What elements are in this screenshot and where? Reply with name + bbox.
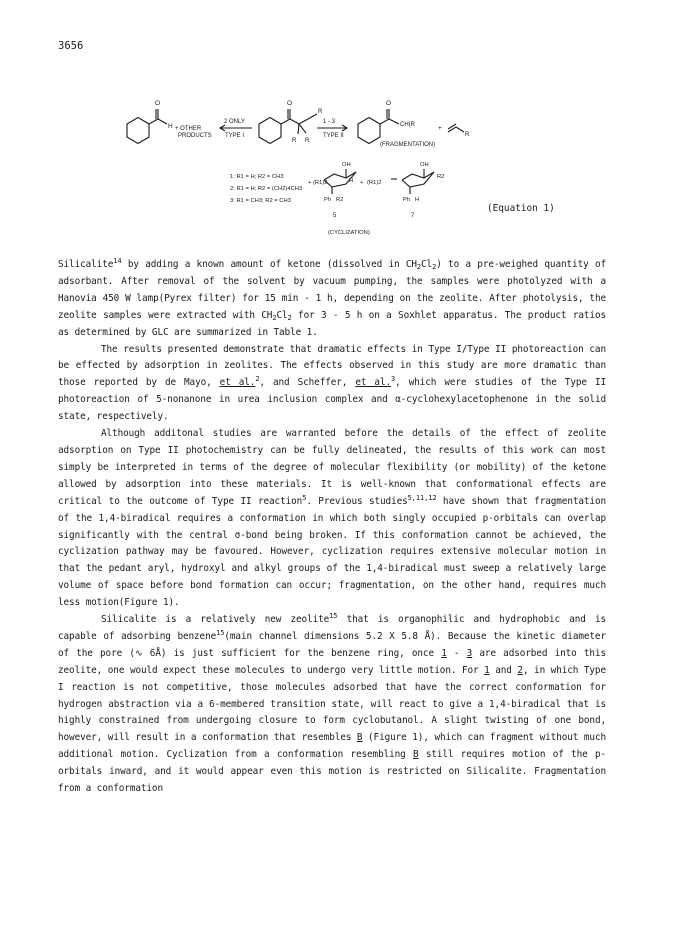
label-r1b: R xyxy=(305,138,310,144)
paragraph-1: Silicalite$^{14}$ by adding a known amount of ketone (dissolved in $CH_2Cl_2$) to a pre-weighed quantity of adsorbant. After removal of the solvent by vacuum pumping, the samples were photolyzed with a Hanovia 450 W lamp(Pyrex filter) for 15 min - 1 h, depending on the zeolite. After photolysis, the zeolite samples were extracted with $CH_2Cl_2$ for 3 - 5 h on a Soxhlet apparatus. The product ratios as determined by GLC are summarized in Table 1. xyxy=(58,257,606,338)
compound-2: 2: R1 = H; R2 = (CH2)4CH3 xyxy=(230,186,303,192)
label-cyclization: (CYCLIZATION) xyxy=(328,230,370,236)
label-r2: R xyxy=(318,109,323,115)
cyc-r1-1: (R1)2 xyxy=(313,180,328,186)
cyc-num-7: 7 xyxy=(411,213,415,219)
label-1-3: 1 - 3 xyxy=(323,119,336,125)
reaction-scheme xyxy=(112,92,582,247)
svg-text:+: + xyxy=(308,180,312,186)
benzaldehyde-structure xyxy=(127,109,167,144)
paragraph-3: Although additonal studies are warranted before the details of the effect of zeolite adsorption on Type II photochemistry can be fully delineated, the results of this work can most simply be interpreted in terms of the degree of molecular flexibility (or mobility) of the ketone allowed by adsorption into these materials. It is well-known that conformational effects are critical to the outcome of Type II reaction$^5$. Previous studies$^{5,11,12}$ have shown that fragmentation of the 1,4-biradical requires a conformation in which both singly occupied p-orbitals can overlap significantly with the central σ-bond being broken. If this conformation cannot be achieved, the cyclization pathway may be favoured. However, cyclization requires extensive molecular motion in that the pedant aryl, hydroxyl and alkyl groups of the 1,4-biradical must sweep a relatively large volume of space before bond formation can occur; fragmentation, on the other hand, requires much less motion(Figure 1). xyxy=(58,428,606,609)
label-type2: TYPE II xyxy=(323,133,344,139)
label-r2-alkene: R xyxy=(465,132,470,138)
cyc-r2-2: R2 xyxy=(437,174,445,180)
paragraph-2: The results presented demonstrate that dramatic effects in Type I/Type II photoreaction can be effected by adsorption in zeolites. The effects observed in this study are more dramatic than those reported by de Mayo, et al.$^2$, and Scheffer, et al.$^3$, which were studies of the Type II photoreaction of 5-nonanone in urea inclusion complex and α-cyclohexylacetophenone in the solid state, respectively. xyxy=(58,343,607,423)
cyc-oh-2: OH xyxy=(420,162,429,168)
cyc-ph-1: Ph xyxy=(324,197,332,203)
label-o-1: O xyxy=(155,100,161,107)
compound-1: 1: R1 = H; R2 = CH3 xyxy=(230,174,284,180)
svg-text:+: + xyxy=(360,180,364,186)
label-chr: CH(R xyxy=(400,122,415,128)
svg-text:+: + xyxy=(438,125,442,132)
acetophenone-structure xyxy=(358,109,399,144)
label-other: + OTHER xyxy=(175,126,202,132)
cyc-h-2: H xyxy=(415,197,420,203)
label-fragmentation: (FRAGMENTATION) xyxy=(380,142,436,148)
cyc-r2-1: R2 xyxy=(336,197,344,203)
cyc-r1-2: (R1)2 xyxy=(367,180,382,186)
label-r1a: R xyxy=(292,138,297,144)
label-products: PRODUCTS xyxy=(178,133,212,139)
page-number: 3656 xyxy=(58,40,84,52)
label-o-2: O xyxy=(287,100,293,107)
cyclobutanol-structure-7 xyxy=(402,169,434,194)
label-type1: TYPE I xyxy=(225,133,245,139)
paragraph-4: Silicalite is a relatively new zeolite$^{15}$ that is organophilic and hydrophobic and is capable of adsorbing benzene$^{15}$(main channel dimensions 5.2 X 5.8 Å). Because the kinetic diameter of the pore (∿ 6Å) is just sufficient for the benzene ring, once 1 - 3 are adsorbed into this zeolite, one would expect these molecules to undergo very little motion. For 1 and 2, in which Type I reaction is not competitive, those molecules adsorbed that have the correct conformation for hydrogen abstraction via a 6-membered transition state, will react to give a 1,4-biradical that is highly constrained from undergoing closure to form cyclobutanol. A slight twisting of one bond, however, will result in a conformation that resembles B (Figure 1), which can fragment without much additional motion. Cyclization from a conformation resembling B still requires motion of the p-orbitals inward, and it would appear even this motion is restricted on Silicalite. Fragmentation from a conformation xyxy=(58,612,607,795)
label-o-3: O xyxy=(386,100,392,107)
cyc-oh-1: OH xyxy=(342,162,351,168)
cyc-h-1: H xyxy=(349,178,354,184)
cyc-ph-2: Ph xyxy=(403,197,411,203)
label-h: H xyxy=(168,123,173,130)
equation-label: (Equation 1) xyxy=(487,203,555,214)
body-text xyxy=(58,257,606,798)
cyc-num-5: 5 xyxy=(333,213,337,219)
label-2only: 2 ONLY xyxy=(224,119,245,125)
compound-3: 3: R1 = CH3; R2 = CH3 xyxy=(230,198,291,204)
